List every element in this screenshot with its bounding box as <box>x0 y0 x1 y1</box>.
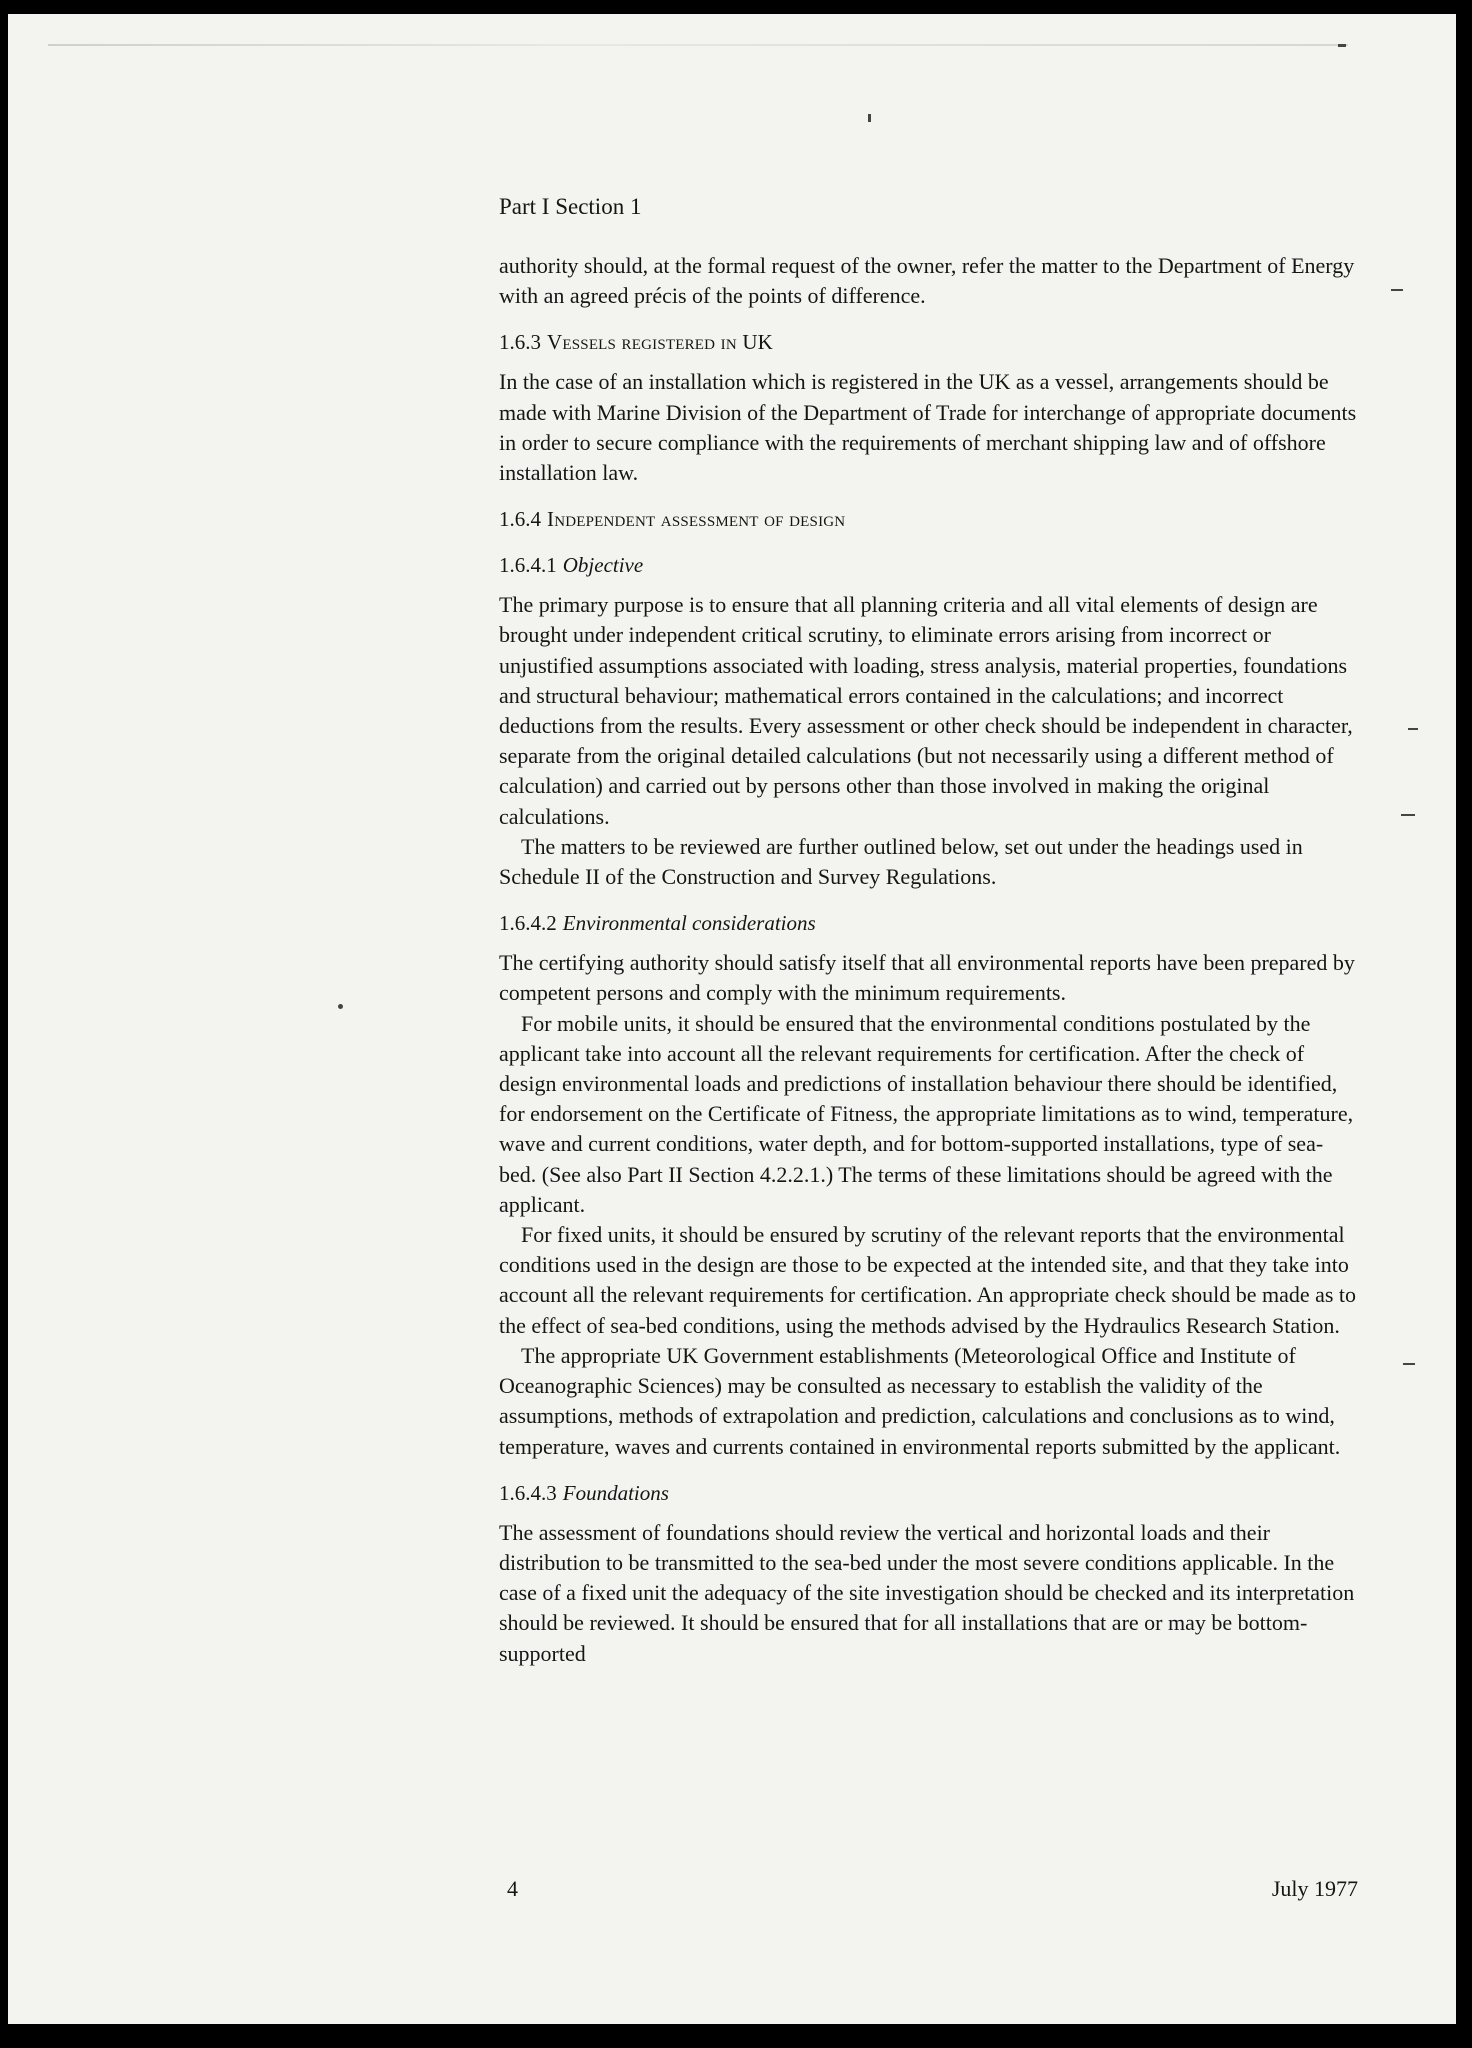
page-number: 4 <box>507 1876 518 1901</box>
scan-artifact-line <box>48 44 1348 46</box>
section-heading <box>499 550 1359 580</box>
section-title: Environmental considerations <box>562 911 816 936</box>
scan-speck <box>1408 728 1418 730</box>
section-heading <box>499 1478 1359 1508</box>
section-title: Vessels registered in UK <box>547 330 774 355</box>
scan-speck <box>868 114 871 122</box>
paragraph: The appropriate UK Government establishments (Meteorological Office and Institute of Oceanographic Sciences) may be consulted as necessary to establish the validity of the assumptions, methods of extrapolation and prediction, calculations and conclusions as to wind, temperature, waves and currents contained in environmental reports submitted by the applicant. <box>499 1342 1341 1459</box>
section-title: Independent assessment of design <box>547 507 846 532</box>
paragraph: The assessment of foundations should review the vertical and horizontal loads and their distribution to be transmitted to the sea-bed under the most severe conditions applicable. In the case of a fixed unit the adequacy of the site investigation should be checked and its interpretation should be reviewed. It should be ensured that for all installations that are or may be bottom-supported <box>499 1519 1355 1666</box>
paragraph: The matters to be reviewed are further outlined below, set out under the headings used in Schedule II of the Construction and Survey Regulations. <box>499 833 1303 890</box>
document-page <box>8 14 1456 2024</box>
scan-speck <box>1391 289 1403 291</box>
section-heading <box>499 327 1359 357</box>
section-number: 1.6.4.1 <box>499 553 557 578</box>
running-head: Part I Section 1 <box>499 194 642 219</box>
section-heading <box>499 908 1359 938</box>
section-number: 1.6.3 <box>499 330 541 355</box>
publication-date: July 1977 <box>1271 1876 1358 1901</box>
paragraph: authority should, at the formal request of the owner, refer the matter to the Department of Energy with an agreed précis of the points of difference. <box>499 253 1355 309</box>
section-heading <box>499 504 1359 534</box>
section-number: 1.6.4 <box>499 507 541 532</box>
paragraph: The primary purpose is to ensure that all planning criteria and all vital elements of design are brought under independent critical scrutiny, to eliminate errors arising from incorrect or unjustified assumptions associated with loading, stress analysis, material properties, foundations and structural behaviour; mathematical errors contained in the calculations; and incorrect deductions from the results. Every assessment or other check should be independent in character, separate from the original detailed calculations (but not necessarily using a different method of calculation) and carried out by persons other than those involved in making the original calculations. <box>499 592 1353 829</box>
text-blocks <box>499 251 1359 1669</box>
paragraph: For fixed units, it should be ensured by scrutiny of the relevant reports that the environmental conditions used in the design are those to be expected at the intended site, and that they take into account all the relevant requirements for certification. An appropriate check should be made as to the effect of sea-bed conditions, using the methods advised by the Hydraulics Research Station. <box>499 1222 1357 1338</box>
scan-speck <box>1338 44 1346 47</box>
page-body <box>499 192 1359 1669</box>
paragraph: The certifying authority should satisfy itself that all environmental reports have been prepared by competent persons and comply with the minimum requirements. <box>499 950 1355 1006</box>
scan-speck <box>1401 814 1415 816</box>
scan-speck <box>338 1004 343 1009</box>
scan-speck <box>1403 1363 1415 1365</box>
paragraph: In the case of an installation which is registered in the UK as a vessel, arrangements should be made with Marine Division of the Department of Trade for interchange of appropriate documents in order to secure compliance with the requirements of merchant shipping law and of offshore installation law. <box>499 369 1357 486</box>
section-title: Foundations <box>562 1480 669 1505</box>
section-title: Objective <box>562 553 644 578</box>
paragraph: For mobile units, it should be ensured that the environmental conditions postulated by the applicant take into account all the relevant requirements for certification. After the check of design environmental loads and predictions of installation behaviour there should be identified, for endorsement on the Certificate of Fitness, the appropriate limitations as to wind, temperature, wave and current conditions, water depth, and for bottom-supported installations, type of sea-bed. (See also Part II Section 4.2.2.1.) The terms of these limitations should be agreed with the applicant. <box>499 1010 1354 1217</box>
section-number: 1.6.4.3 <box>499 1480 557 1505</box>
section-number: 1.6.4.2 <box>499 911 557 936</box>
